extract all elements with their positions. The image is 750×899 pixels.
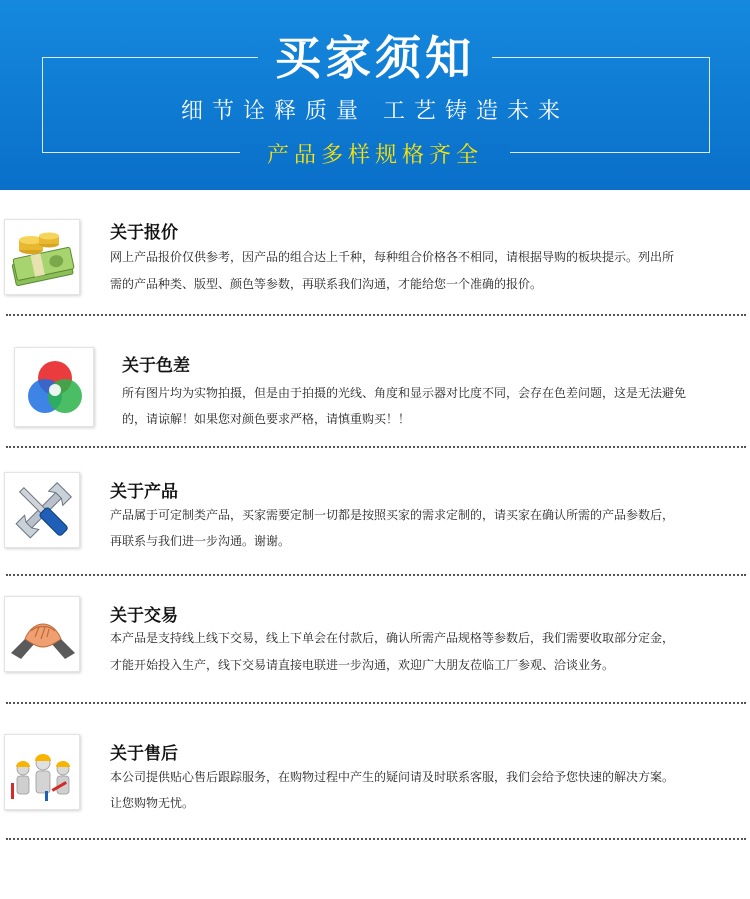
section-line-2: 需的产品种类、版型、颜色等参数，再联系我们沟通，才能给您一个准确的报价。 bbox=[110, 277, 543, 291]
wrench-screwdriver-icon bbox=[4, 472, 80, 548]
divider bbox=[6, 702, 746, 704]
section-line-2: 再联系与我们进一步沟通。谢谢。 bbox=[110, 534, 291, 548]
section-line-2: 让您购物无忧。 bbox=[110, 796, 195, 810]
section-title: 关于交易 bbox=[110, 606, 178, 626]
divider bbox=[6, 574, 746, 576]
section-title: 关于色差 bbox=[122, 356, 190, 376]
banner-tagline: 产品多样规格齐全 bbox=[266, 143, 483, 168]
section-line-1: 本产品是支持线上线下交易，线上下单会在付款后，确认所需产品规格等参数后，我们需要收取部分定金， bbox=[110, 631, 675, 645]
section-title: 关于产品 bbox=[110, 482, 178, 502]
section-line-1: 所有图片均为实物拍摄，但是由于拍摄的光线、角度和显示器对比度不同，会存在色差问题，这是无法避免 bbox=[122, 386, 687, 400]
divider bbox=[6, 314, 746, 316]
section-line-2: 的，请谅解！如果您对颜色要求严格，请慎重购买！！ bbox=[122, 412, 411, 426]
section-line-2: 才能开始投入生产，线下交易请直接电联进一步沟通，欢迎广大朋友莅临工厂参观、洽谈业务。 bbox=[110, 658, 615, 672]
divider bbox=[6, 446, 746, 448]
banner-title: 买家须知 bbox=[275, 31, 475, 85]
section-title: 关于售后 bbox=[110, 744, 178, 764]
section-line-1: 网上产品报价仅供参考，因产品的组合达上千种，每种组合价格各不相同，请根据导购的板块提示。列出所 bbox=[110, 250, 675, 264]
color-circles-icon bbox=[14, 347, 94, 427]
section-line-1: 产品属于可定制类产品，买家需要定制一切都是按照买家的需求定制的，请买家在确认所需的产品参数后， bbox=[110, 508, 675, 522]
section-title: 关于报价 bbox=[110, 223, 178, 243]
money-stack-icon bbox=[4, 219, 80, 295]
section-line-1: 本公司提供贴心售后跟踪服务，在购物过程中产生的疑问请及时联系客服，我们会给予您快速的解决方案。 bbox=[110, 770, 675, 784]
header-banner bbox=[0, 0, 750, 190]
handshake-icon bbox=[4, 596, 80, 672]
banner-subtitle: 细节诠释质量 工艺铸造未来 bbox=[181, 99, 569, 124]
workers-team-icon bbox=[4, 734, 80, 810]
divider bbox=[6, 838, 746, 840]
